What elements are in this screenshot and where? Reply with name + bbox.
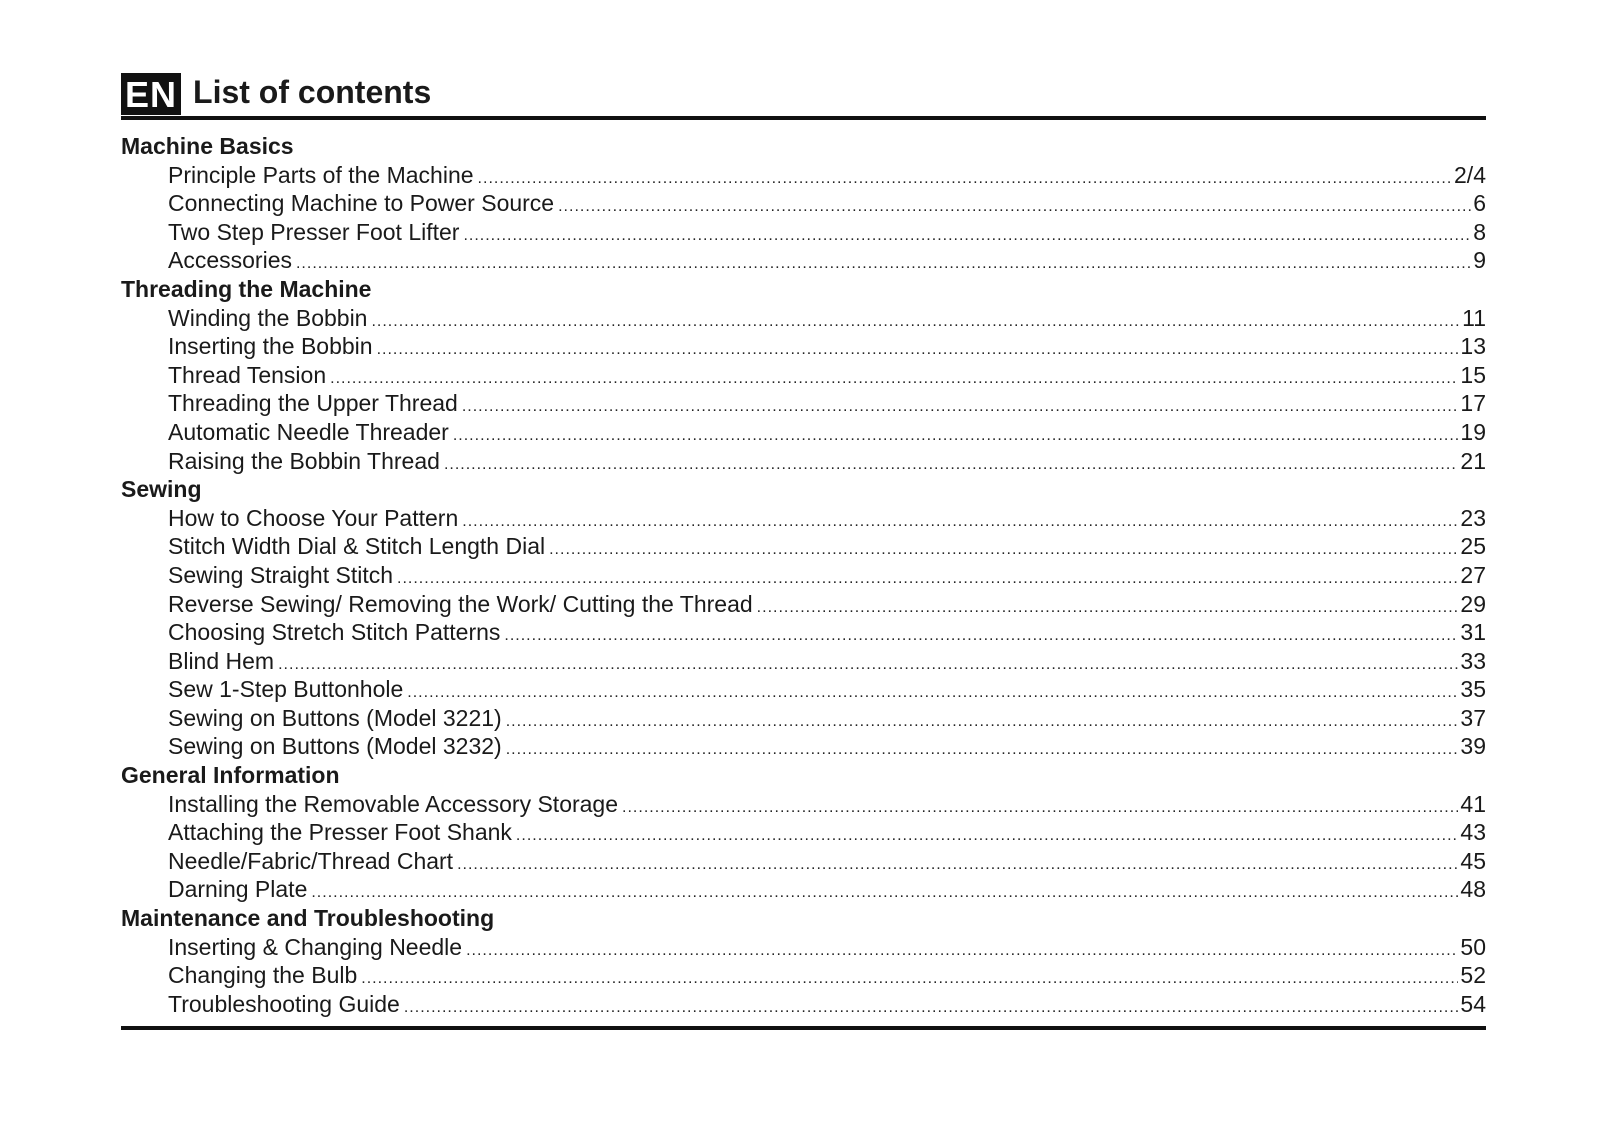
toc-entry-label: Two Step Presser Foot Lifter [168, 218, 460, 245]
section-title: Sewing [121, 476, 202, 503]
dot-leader [404, 994, 1459, 1023]
dot-leader [377, 336, 1459, 365]
toc-entry-label: Automatic Needle Threader [168, 418, 449, 445]
toc-entry-page-number: 39 [1460, 733, 1486, 760]
toc-entry-label: Changing the Bulb [168, 962, 358, 989]
toc-entry [121, 161, 1486, 190]
toc-entry-label: Raising the Bobbin Thread [168, 447, 440, 474]
toc-entry-page-number: 8 [1473, 218, 1486, 245]
dot-leader [407, 679, 1458, 708]
section-title: Machine Basics [121, 133, 294, 159]
toc-entry [121, 218, 1486, 247]
dot-leader [296, 250, 1471, 279]
toc-entry-page-number: 54 [1460, 990, 1486, 1017]
toc-entry [121, 389, 1486, 418]
dot-leader [463, 222, 1471, 251]
toc-entry-page-number: 25 [1460, 533, 1486, 560]
toc-entry-page-number: 15 [1460, 361, 1486, 388]
toc-entry-label: Darning Plate [168, 876, 308, 903]
toc-entry-page-number: 27 [1460, 561, 1486, 588]
toc-entry-page-number: 23 [1460, 504, 1486, 531]
toc-entry-label: Threading the Upper Thread [168, 390, 458, 417]
toc-entry-page-number: 33 [1460, 647, 1486, 674]
dot-leader [278, 651, 1458, 680]
toc-entry [121, 961, 1486, 990]
toc-entry-label: Sewing on Buttons (Model 3232) [168, 733, 502, 760]
toc-entry [121, 847, 1486, 876]
toc-entry-label: Attaching the Presser Foot Shank [168, 819, 512, 846]
toc-entry [121, 618, 1486, 647]
toc-entry-page-number: 35 [1460, 676, 1486, 703]
dot-leader [478, 165, 1452, 194]
toc-entry-label: Installing the Removable Accessory Storage [168, 790, 619, 817]
page-header [121, 70, 1486, 120]
dot-leader [462, 393, 1459, 422]
footer-divider [121, 1026, 1486, 1030]
dot-leader [504, 622, 1458, 651]
toc-entry-page-number: 52 [1460, 962, 1486, 989]
page-title: List of contents [193, 74, 432, 110]
toc-entry-label: Sewing Straight Stitch [168, 561, 394, 588]
toc-entry-page-number: 37 [1460, 704, 1486, 731]
toc-entry-label: Connecting Machine to Power Source [168, 190, 555, 217]
toc-entry [121, 447, 1486, 476]
toc-entry [121, 189, 1486, 218]
toc-entry-page-number: 50 [1460, 933, 1486, 960]
toc-entry-label: Sewing on Buttons (Model 3221) [168, 704, 502, 731]
toc-entry [121, 332, 1486, 361]
toc-entry-label: Stitch Width Dial & Stitch Length Dial [168, 533, 546, 560]
toc-entry-label: How to Choose Your Pattern [168, 504, 459, 531]
toc-entry-page-number: 43 [1460, 819, 1486, 846]
toc-entry-page-number: 11 [1462, 304, 1486, 331]
toc-entry-page-number: 41 [1460, 790, 1486, 817]
toc-entry-label: Thread Tension [168, 361, 327, 388]
dot-leader [516, 822, 1458, 851]
toc-entry [121, 647, 1486, 676]
toc-entry [121, 246, 1486, 275]
dot-leader [558, 193, 1471, 222]
toc-entry [121, 561, 1486, 590]
toc-entry-page-number: 19 [1460, 418, 1486, 445]
dot-leader [506, 708, 1459, 737]
toc-entry [121, 532, 1486, 561]
toc-entry [121, 732, 1486, 761]
toc-entry-label: Choosing Stretch Stitch Patterns [168, 619, 501, 646]
table-of-contents [121, 132, 1486, 1018]
toc-entry-label: Blind Hem [168, 647, 275, 674]
toc-entry [121, 361, 1486, 390]
toc-entry-page-number: 2/4 [1454, 161, 1486, 188]
dot-leader [371, 308, 1460, 337]
toc-entry-label: Inserting the Bobbin [168, 333, 373, 360]
toc-entry-label: Troubleshooting Guide [168, 990, 400, 1017]
dot-leader [457, 851, 1458, 880]
language-badge: EN [121, 73, 181, 115]
dot-leader [506, 736, 1459, 765]
toc-entry-label: Winding the Bobbin [168, 304, 368, 331]
toc-entry-label: Sew 1-Step Buttonhole [168, 676, 404, 703]
dot-leader [462, 508, 1458, 537]
toc-entry-label: Accessories [168, 247, 292, 274]
toc-entry [121, 933, 1486, 962]
dot-leader [622, 794, 1458, 823]
section-title: Maintenance and Troubleshooting [121, 905, 495, 932]
dot-leader [466, 937, 1458, 966]
toc-entry [121, 875, 1486, 904]
dot-leader [757, 594, 1459, 623]
dot-leader [444, 451, 1458, 480]
toc-entry-page-number: 21 [1460, 447, 1486, 474]
toc-entry-page-number: 9 [1473, 247, 1486, 274]
toc-entry [121, 418, 1486, 447]
dot-leader [330, 365, 1458, 394]
toc-entry [121, 704, 1486, 733]
dot-leader [549, 536, 1458, 565]
toc-entry-page-number: 29 [1460, 590, 1486, 617]
toc-entry-page-number: 6 [1473, 190, 1486, 217]
toc-entry-label: Needle/Fabric/Thread Chart [168, 847, 454, 874]
section-title: General Information [121, 762, 340, 789]
toc-entry-label: Reverse Sewing/ Removing the Work/ Cutting the Thread [168, 590, 753, 617]
toc-entry-page-number: 31 [1460, 619, 1486, 646]
document-page [121, 70, 1486, 1030]
toc-entry-page-number: 45 [1460, 847, 1486, 874]
toc-entry-label: Inserting & Changing Needle [168, 933, 463, 960]
section-title: Threading the Machine [121, 275, 372, 302]
toc-entry [121, 590, 1486, 619]
dot-leader [453, 422, 1459, 451]
toc-entry [121, 818, 1486, 847]
toc-entry [121, 675, 1486, 704]
toc-entry-page-number: 48 [1460, 876, 1486, 903]
toc-entry-page-number: 17 [1460, 390, 1486, 417]
dot-leader [361, 965, 1458, 994]
toc-entry-label: Principle Parts of the Machine [168, 161, 474, 188]
toc-entry [121, 990, 1486, 1019]
toc-entry [121, 790, 1486, 819]
toc-entry [121, 504, 1486, 533]
toc-entry [121, 304, 1486, 333]
toc-entry-page-number: 13 [1460, 333, 1486, 360]
